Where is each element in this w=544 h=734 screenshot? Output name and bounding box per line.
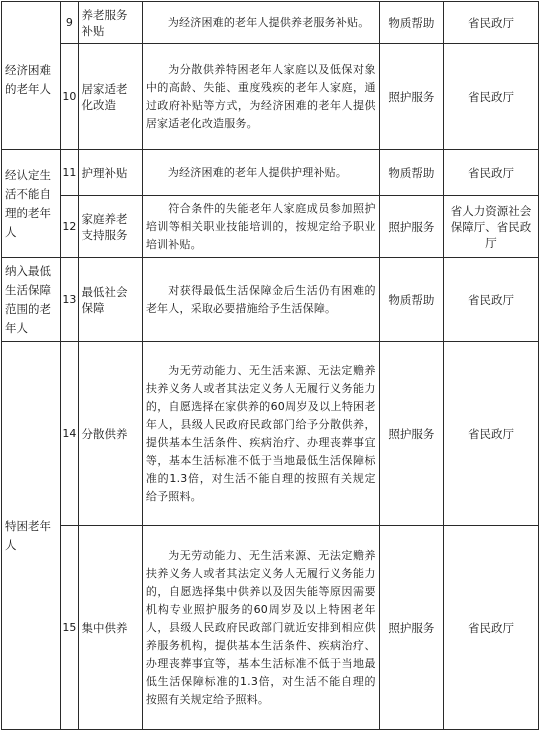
item-name: 家庭养老支持服务 [78,196,142,258]
category-label: 特困老年人 [5,518,51,552]
item-type: 照护服务 [379,526,443,730]
category-label: 经济困难的老年人 [5,62,51,96]
table-row [2,2,539,44]
item-dept: 省民政厅 [444,342,539,526]
category-cell [2,2,61,150]
row-number: 11 [61,150,78,196]
row-number: 14 [61,342,78,526]
item-type: 物质帮助 [379,258,443,342]
item-type: 照护服务 [379,342,443,526]
item-content: 符合条件的失能老年人家庭成员参加照护培训等相关职业技能培训的，按规定给予职业培训补贴。 [142,196,379,258]
item-name: 分散供养 [78,342,142,526]
table-row [2,44,539,150]
row-number: 13 [61,258,78,342]
item-content: 为无劳动能力、无生活来源、无法定赡养扶养义务人或者其法定义务人无履行义务能力的，自愿选择在家供养的60周岁及以上特困老年人，县级人民政府民政部门给予分散供养，提供基本生活条件、疾病治疗、办理丧葬事宜等，基本生活标准不低于当地最低生活保障标准的1.3倍，对生活不能自理的按照有关规定给予照料。 [142,342,379,526]
table-row [2,526,539,730]
table-row [2,258,539,342]
item-content: 为经济困难的老年人提供养老服务补贴。 [142,2,379,44]
item-name: 最低社会保障 [78,258,142,342]
item-content: 为无劳动能力、无生活来源、无法定赡养扶养义务人或者其法定义务人无履行义务能力的，自愿选择集中供养以及因失能等原因需要机构专业照护服务的60周岁及以上特困老年人，县级人民政府民政部门就近安排到相应供养服务机构，提供基本生活条件、疾病治疗、办理丧葬事宜等，基本生活标准不低于当地最低生活保障标准的1.3倍，对生活不能自理的按照有关规定给予照料。 [142,526,379,730]
item-dept: 省人力资源社会保障厅、省民政厅 [444,196,539,258]
row-number: 15 [61,526,78,730]
item-type: 物质帮助 [379,150,443,196]
item-dept: 省民政厅 [444,2,539,44]
category-label: 纳入最低生活保障范围的老年人 [5,263,51,335]
item-dept: 省民政厅 [444,258,539,342]
item-content: 为分散供养特困老年人家庭以及低保对象中的高龄、失能、重度残疾的老年人家庭，通过政府补贴等方式，为经济困难的老年人提供居家适老化改造服务。 [142,44,379,150]
table-row [2,196,539,258]
item-type: 照护服务 [379,44,443,150]
item-type: 照护服务 [379,196,443,258]
table-row [2,342,539,526]
item-name: 护理补贴 [78,150,142,196]
category-cell [2,150,61,258]
item-name: 养老服务补贴 [78,2,142,44]
row-number: 9 [61,2,78,44]
category-label: 经认定生活不能自理的老年人 [5,167,51,239]
item-content: 对获得最低生活保障金后生活仍有困难的老年人，采取必要措施给予生活保障。 [142,258,379,342]
item-dept: 省民政厅 [444,150,539,196]
item-type: 物质帮助 [379,2,443,44]
category-cell [2,342,61,730]
item-content: 为经济困难的老年人提供护理补贴。 [142,150,379,196]
benefits-table [1,1,539,730]
item-dept: 省民政厅 [444,44,539,150]
table-row [2,150,539,196]
category-cell [2,258,61,342]
item-dept: 省民政厅 [444,526,539,730]
item-name: 居家适老化改造 [78,44,142,150]
row-number: 10 [61,44,78,150]
item-name: 集中供养 [78,526,142,730]
row-number: 12 [61,196,78,258]
